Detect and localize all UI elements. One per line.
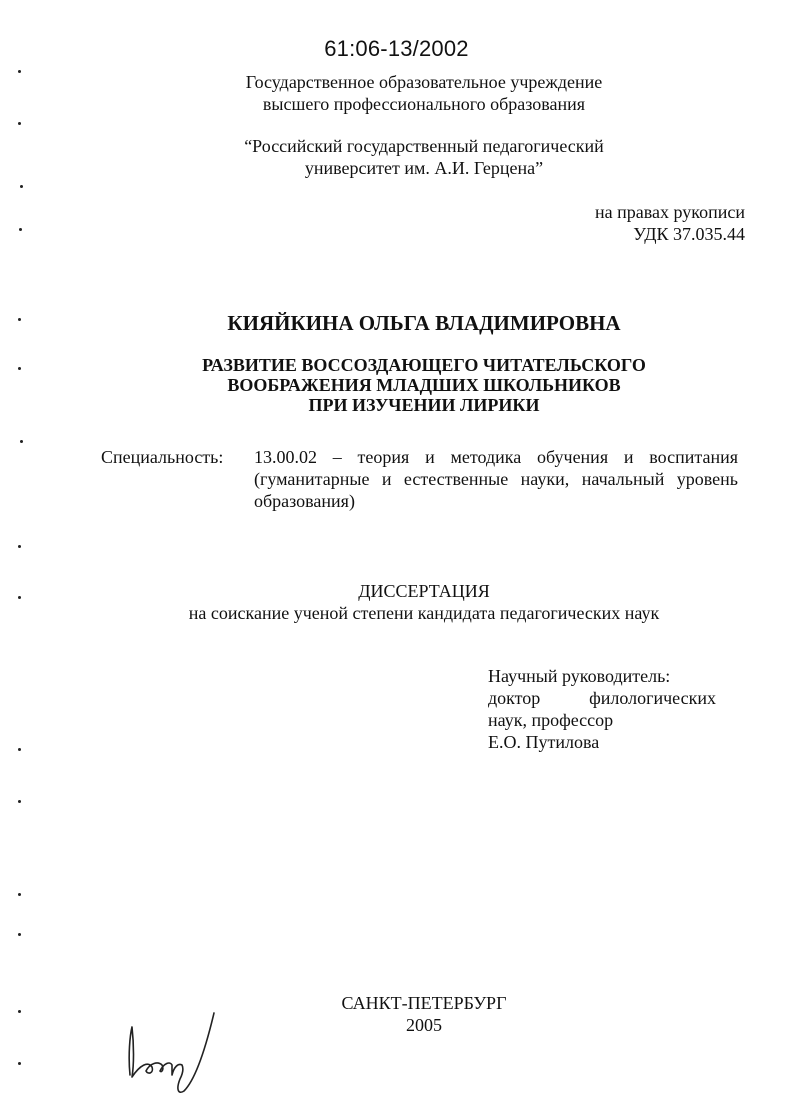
udc-code: УДК 37.035.44	[633, 224, 745, 244]
dissertation-title	[0, 355, 793, 415]
university-block	[0, 135, 793, 179]
title-line-2: ВООБРАЖЕНИЯ МЛАДШИХ ШКОЛЬНИКОВ	[227, 375, 621, 395]
year: 2005	[406, 1015, 442, 1035]
institution-line-1: Государственное образовательное учреждение	[245, 72, 603, 92]
institution-line-2: высшего профессионального образования	[262, 94, 586, 114]
university-line-2: университет им. А.И. Герцена”	[304, 158, 544, 178]
city-name: САНКТ-ПЕТЕРБУРГ	[341, 993, 507, 1013]
manuscript-rights-label: на правах рукописи	[595, 202, 745, 222]
author-name: КИЯЙКИНА ОЛЬГА ВЛАДИМИРОВНА	[227, 311, 621, 335]
archive-stamp-code: 61:06-13/2002	[324, 36, 469, 61]
specialty-line-1: 13.00.02 – теория и методика обучения и воспитания	[254, 447, 738, 467]
title-line-1: РАЗВИТИЕ ВОССОЗДАЮЩЕГО ЧИТАТЕЛЬСКОГО	[202, 355, 646, 375]
supervisor-label: Научный руководитель:	[488, 666, 671, 686]
university-line-1: “Российский государственный педагогический	[244, 136, 604, 156]
supervisor-name: Е.О. Путилова	[488, 732, 600, 752]
specialty-line-3: образования)	[254, 491, 355, 511]
supervisor-degree: доктор филологических	[488, 688, 716, 708]
specialty-line-2: (гуманитарные и естественные науки, начальный уровень	[254, 469, 738, 489]
specialty-label: Специальность:	[101, 447, 224, 467]
supervisor-block	[488, 665, 716, 753]
handwritten-signature	[118, 1005, 228, 1095]
dissertation-block	[0, 580, 793, 624]
rights-block	[595, 201, 745, 245]
specialty-text	[254, 446, 738, 512]
dissertation-subtitle: на соискание ученой степени кандидата педагогических наук	[188, 603, 660, 623]
institution-block	[0, 71, 793, 115]
title-line-3: ПРИ ИЗУЧЕНИИ ЛИРИКИ	[308, 395, 540, 415]
supervisor-title: наук, профессор	[488, 710, 614, 730]
dissertation-heading: ДИССЕРТАЦИЯ	[358, 581, 490, 601]
